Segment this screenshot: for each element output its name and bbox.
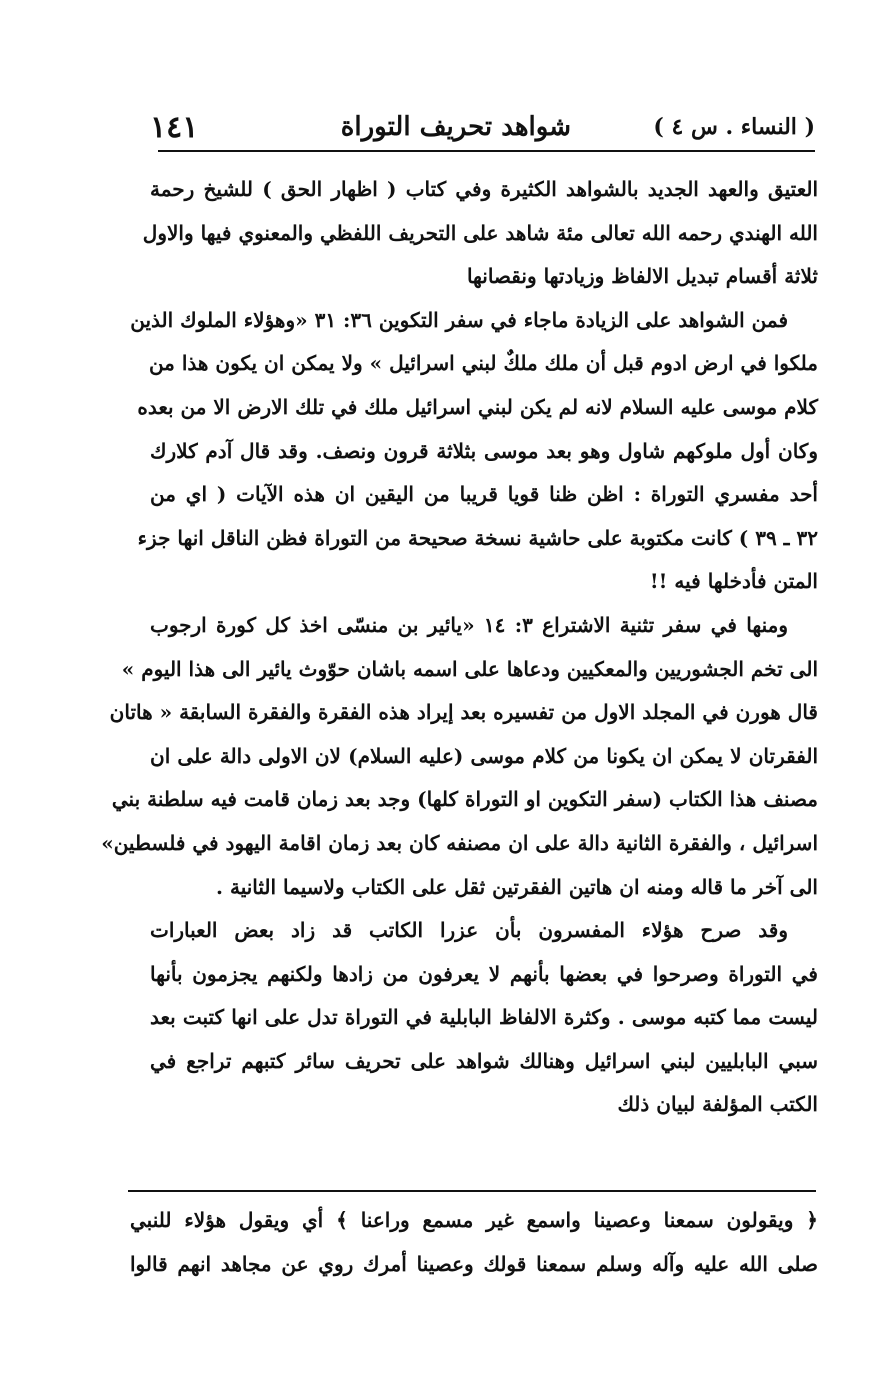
body-line: فمن الشواهد على الزيادة ماجاء في سفر التكوين ٣٦: ٣١ «وهؤلاء الملوك الذين [130, 307, 788, 332]
body-line: سبي البابليين لبني اسرائيل وهنالك شواهد على تحريف سائر كتبهم تراجع في [150, 1048, 818, 1073]
running-title: شواهد تحريف التوراة [340, 112, 571, 142]
body-text [101, 168, 818, 1127]
body-line: وقد صرح هؤلاء المفسرون بأن عزرا الكاتب قد زاد بعض العبارات [150, 918, 788, 943]
body-line: كلام موسى عليه السلام لانه لم يكن لبني اسرائيل ملك في تلك الارض الا من بعده [137, 394, 818, 419]
commentary-line: ﴿ ويقولون سمعنا وعصينا واسمع غير مسمع وراعنا ﴾ أي ويقول هؤلاء للنبي [130, 1208, 818, 1232]
body-line: ٣٢ ـ ٣٩ ) كانت مكتوبة على حاشية نسخة صحيحة من التوراة فظن الناقل انها جزء [137, 525, 818, 550]
body-line: الى تخم الجشوريين والمعكيين ودعاها على اسمه باشان حوّوث يائير الى هذا اليوم » [121, 656, 818, 681]
body-line: قال هورن في المجلد الاول من تفسيره بعد إيراد هذه الفقرة والفقرة السابقة « هاتان [109, 700, 818, 725]
surah-reference: ( النساء . س ٤ ) [653, 114, 815, 140]
body-line: في التوراة وصرحوا في بعضها بأنهم لا يعرفون من زادها ولكنهم يجزمون بأنها [150, 961, 818, 986]
body-line: الى آخر ما قاله ومنه ان هاتين الفقرتين ثقل على الكتاب ولاسيما الثانية . [216, 874, 818, 899]
body-line: المتن فأدخلها فيه !! [649, 569, 818, 594]
body-line: الكتب المؤلفة لبيان ذلك [617, 1092, 818, 1117]
body-line: ملكوا في ارض ادوم قبل أن ملك ملكٌ لبني اسرائيل » ولا يمكن ان يكون هذا من [148, 351, 818, 376]
body-line: العتيق والعهد الجديد بالشواهد الكثيرة وفي كتاب ( اظهار الحق ) للشيخ رحمة [150, 177, 818, 201]
body-line: الفقرتان لا يمكن ان يكونا من كلام موسى (عليه السلام) لان الاولى دالة على ان [150, 743, 818, 768]
header-rule [158, 150, 815, 152]
body-line: ثلاثة أقسام تبديل الالفاظ وزيادتها ونقصانها [466, 264, 818, 289]
body-line: ليست مما كتبه موسى . وكثرة الالفاظ البابلية في التوراة تدل على انها كتبت بعد [150, 1005, 818, 1030]
body-line: اسرائيل ، والفقرة الثانية دالة على ان مصنفه كان بعد زمان اقامة اليهود في فلسطين» [101, 830, 818, 855]
body-line: مصنف هذا الكتاب (سفر التكوين او التوراة كلها) وجد بعد زمان قامت فيه سلطنة بني [111, 787, 818, 812]
body-line: وكان أول ملوكهم شاول وهو بعد موسى بثلاثة قرون ونصف. وقد قال آدم كلارك [150, 438, 818, 463]
footnote-rule [128, 1190, 816, 1192]
page-number: ١٤١ [150, 109, 199, 145]
body-line: أحد مفسري التوراة : اظن ظنا قويا قريبا من اليقين ان هذه الآيات ( اي من [150, 482, 818, 507]
body-line: ومنها في سفر تثنية الاشتراع ٣: ١٤ «يائير بن منسّى اخذ كل كورة ارجوب [150, 612, 788, 637]
page-header [150, 104, 815, 150]
commentary-text [130, 1198, 818, 1286]
commentary-line: صلى الله عليه وآله وسلم سمعنا قولك وعصينا أمرك روي عن مجاهد انهم قالوا [130, 1252, 819, 1276]
body-line: الله الهندي رحمه الله تعالى مئة شاهد على التحريف اللفظي والمعنوي فيها والاول [142, 220, 818, 245]
